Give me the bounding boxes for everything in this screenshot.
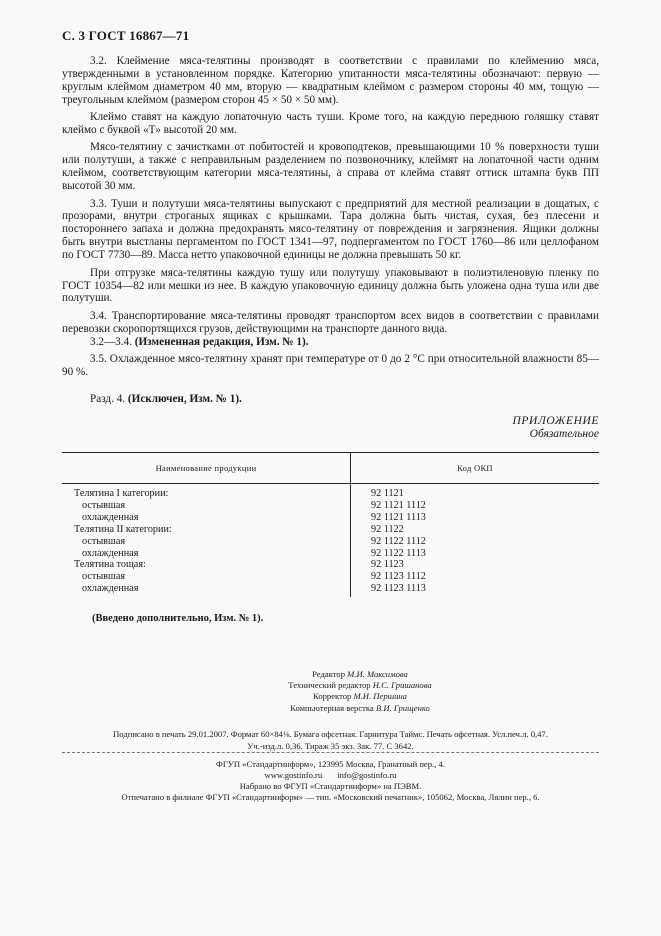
publisher-printed: Отпечатано в филиале ФГУП «Стандартинформ» — тип. «Московский печатник», 105062, Москва, Лялин пер., 6. [121, 792, 540, 802]
credit-tech-editor: Технический редактор Н.С. Гришанова [288, 680, 432, 691]
column-header-okp: Код ОКП [457, 463, 493, 473]
okp-code-cell: 92 1121 1113 [371, 511, 426, 523]
amendment-bold: (Измененная редакция, Изм. № 1). [134, 335, 309, 348]
paragraph-3-3: 3.3. Туши и полутуши мяса-телятины выпускают с предприятий для местной реализации в дощатых, с прозорами, внутри строганых ящиках с крышками. Тара должна быть чистая, сухая, без плесени и постороннего запаха и должна предохранять мясо-телятину от повреждения и загрязнения. Ящики должны быть внутри выстланы пергаментом по ГОСТ 1341—97, подпергаментом по ГОСТ 1760—86 или целлофаном по ГОСТ 7730—89. Масса нетто упаковочной единицы не должна превышать 50 кг. [62, 197, 599, 262]
table-header-row [62, 453, 599, 484]
page-header: С. 3 ГОСТ 16867—71 [62, 28, 190, 43]
paragraph-3-2: 3.2. Клеймение мяса-телятины производят в соответствии с правилами по клеймению мяса, утвержденными в установленном порядке. Категорию упитанности мяса-телятины обозначают: первую — круглым клеймом диаметром 40 мм, вторую — квадратным клеймом с размером стороны 40 мм, тощую — треугольным клеймом (размером сторон 45 × 50 × 50 мм). [62, 55, 599, 106]
section-bold: (Исключен, Изм. № 1). [127, 392, 242, 405]
print-info-line-2: Уч.-изд.л. 0,36. Тираж 35 экз. Зак. 77. С 3642. [247, 741, 414, 751]
product-name-cell: Телятина I категории: [62, 484, 351, 500]
amendment-ref: 3.2—3.4. [90, 335, 132, 348]
okp-code-cell: 92 1121 1112 [371, 499, 426, 511]
okp-code-cell: 92 1123 1113 [371, 583, 426, 595]
column-header-product: Наименование продукции [62, 453, 351, 484]
table-row [62, 484, 599, 500]
table-row [62, 583, 599, 597]
credit-layout: Компьютерная верстка В.И. Грищенко [290, 702, 430, 713]
credits [210, 669, 510, 714]
publisher-contacts [62, 770, 599, 781]
product-name-cell: остывшая [62, 536, 351, 548]
table-row [62, 548, 599, 560]
product-name-cell: остывшая [62, 571, 351, 583]
paragraph-3-5: 3.5. Охлажденное мясо-телятину хранят при температуре от 0 до 2 °С при относительной влажности 85—90 %. [62, 353, 599, 378]
publisher-email-link[interactable]: info@gostinfo.ru [337, 770, 397, 780]
okp-codes-table [62, 452, 599, 597]
paragraph-packaging: При отгрузке мяса-телятины каждую тушу или полутушу упаковывают в полиэтиленовую пленку по ГОСТ 10354—82 или мешки из нее. В каждую упаковочную единицу должна быть уложена одна туша или две полутуши. [62, 266, 599, 305]
section-4-note [62, 393, 599, 406]
body-text [62, 55, 599, 410]
okp-code-cell: 92 1122 1113 [371, 547, 426, 559]
okp-code-cell: 92 1121 [371, 488, 404, 499]
publisher-typeset: Набрано во ФГУП «Стандартинформ» на ПЭВМ. [239, 781, 422, 791]
table-row [62, 512, 599, 524]
publisher-site-link[interactable]: www.gostinfo.ru [264, 770, 323, 780]
amendment-note [62, 336, 599, 349]
okp-code-cell: 92 1123 1112 [371, 571, 426, 583]
credit-proofreader: Корректор М.И. Першина [313, 691, 407, 702]
table-row [62, 559, 599, 571]
okp-code-cell: 92 1123 [371, 559, 404, 571]
appendix-subtitle: Обязательное [529, 428, 599, 440]
product-name-cell: остывшая [62, 500, 351, 512]
credit-editor: Редактор М.И. Максимова [312, 669, 408, 679]
table-row [62, 500, 599, 512]
table-body [62, 484, 599, 598]
okp-code-cell: 92 1122 [371, 523, 404, 535]
introduced-note: (Введено дополнительно, Изм. № 1). [92, 613, 264, 624]
okp-code-cell: 92 1122 1112 [371, 535, 426, 547]
product-name-cell: охлажденная [62, 512, 351, 524]
product-name-cell: Телятина II категории: [62, 524, 351, 536]
print-info [62, 728, 599, 752]
print-info-line-1: Подписано в печать 29.01.2007. Формат 60×84⅛. Бумага офсетная. Гарнитура Таймс. Печать офсетная. Усл.печ.л. 0,47. [113, 729, 548, 739]
paragraph-3-4: 3.4. Транспортирование мяса-телятины проводят транспортом всех видов в соответствии с правилами перевозки скоропортящихся грузов, действующими на транспорте данного вида. [62, 309, 599, 335]
publisher-address: ФГУП «Стандартинформ», 123995 Москва, Гранатный пер., 4. [216, 759, 445, 769]
product-name-cell: охлажденная [62, 548, 351, 560]
publisher-info [62, 759, 599, 803]
section-ref: Разд. 4. [90, 392, 126, 405]
appendix-title: ПРИЛОЖЕНИЕ [512, 415, 599, 427]
product-name-cell: охлажденная [62, 583, 351, 597]
table-row [62, 536, 599, 548]
table-row [62, 524, 599, 536]
paragraph-stamp-placement: Клеймо ставят на каждую лопаточную часть туши. Кроме того, на каждую переднюю голяшку ставят клеймо с буквой «Т» высотой 20 мм. [62, 111, 599, 137]
product-name-cell: Телятина тощая: [62, 559, 351, 571]
divider [62, 752, 599, 753]
paragraph-trimmed-meat: Мясо-телятину с зачистками от побитостей и кровоподтеков, превышающими 10 % поверхности туши или полутуши, а также с неправильным разделением по позвоночнику, клеймят на лопаточной части одним клеймом, соответствующим категории мяса-телятины, а справа от клейма ставят оттиск штампа букв ПП высотой 30 мм. [62, 141, 599, 193]
appendix-heading [513, 415, 599, 441]
table-row [62, 571, 599, 583]
